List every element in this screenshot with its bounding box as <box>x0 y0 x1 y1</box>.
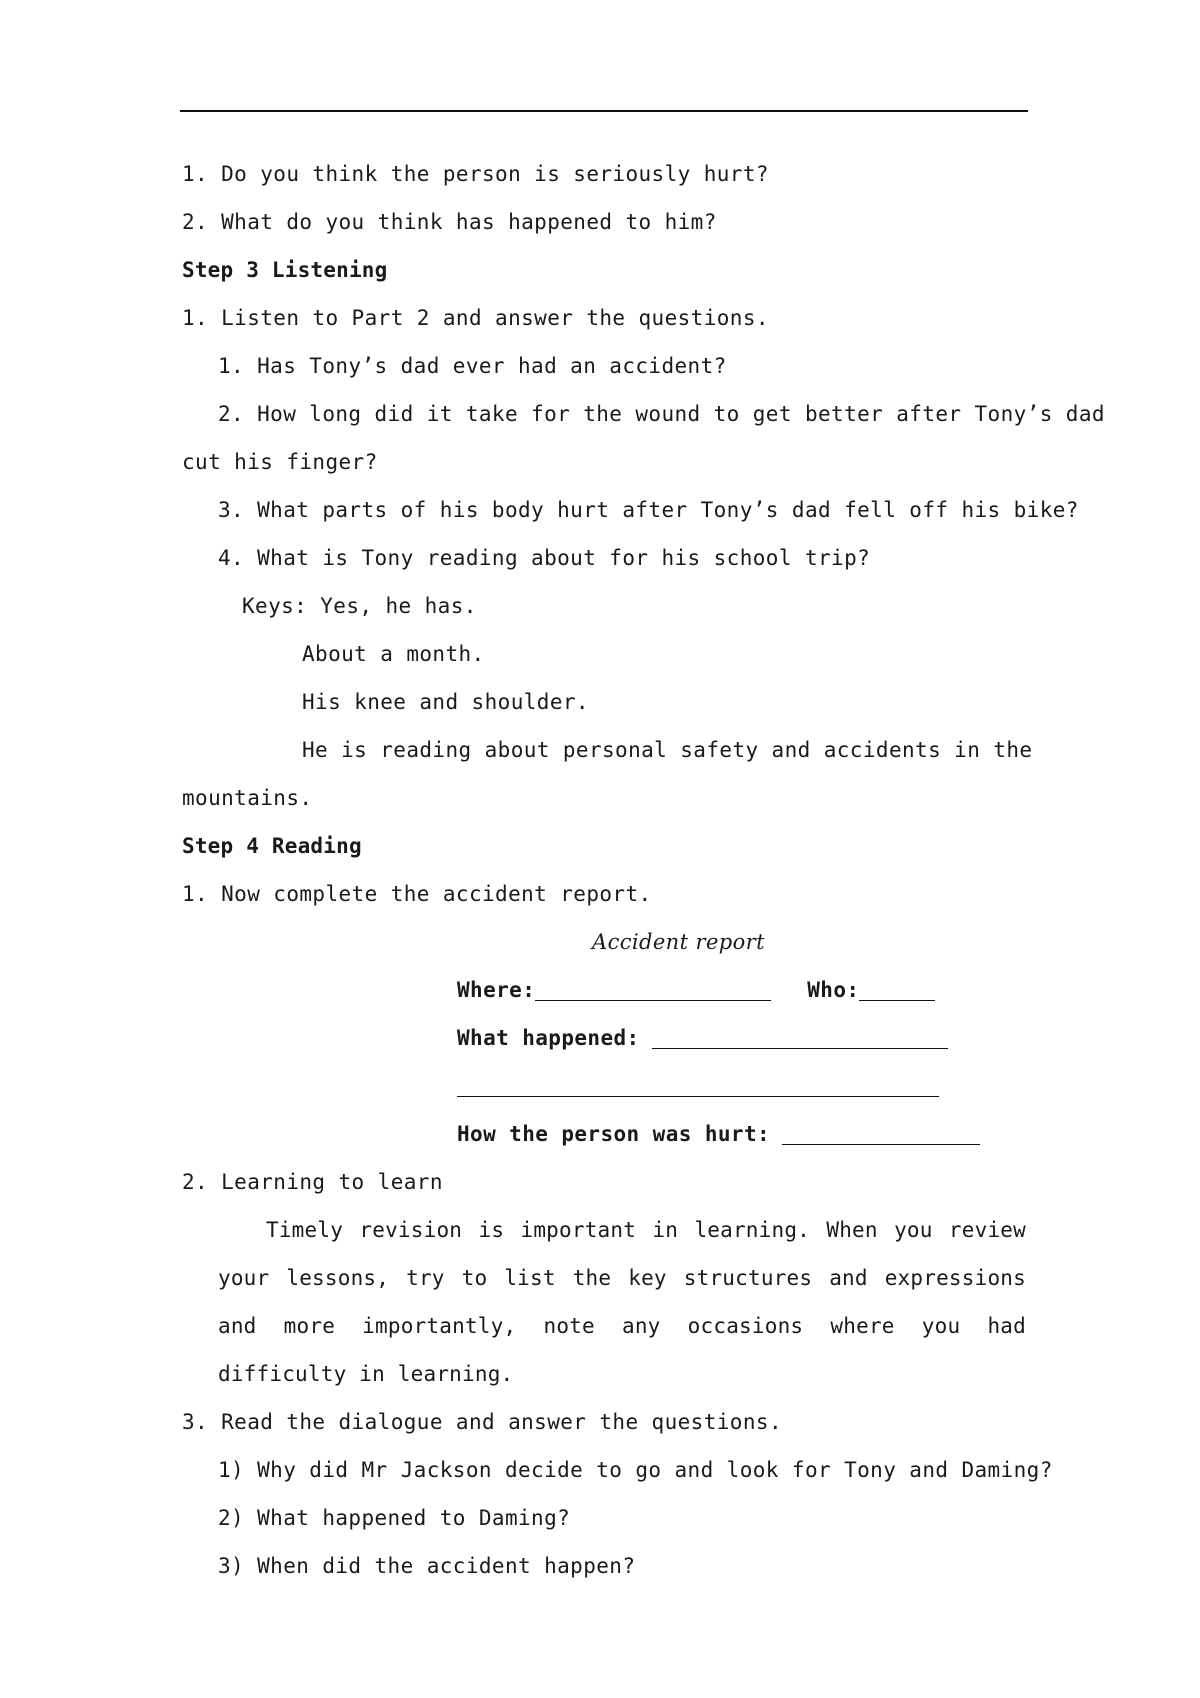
step3-question-1: 1. Has Tony’s dad ever had an accident? <box>218 354 727 378</box>
step3-heading: Step 3 Listening <box>182 258 388 282</box>
dialogue-question-2: 2) What happened to Daming? <box>218 1506 571 1530</box>
document-body <box>182 150 1105 1590</box>
dialogue-question-1: 1) Why did Mr Jackson decide to go and look for Tony and Daming? <box>218 1458 1053 1482</box>
report-what-row-2 <box>182 1062 1032 1110</box>
step3-task: 1. Listen to Part 2 and answer the questions. <box>182 306 769 330</box>
intro-question-1: 1. Do you think the person is seriously hurt? <box>182 162 769 186</box>
what-happened-blank[interactable] <box>652 1018 948 1049</box>
keys-answer-1: Keys: Yes, he has. <box>242 594 477 618</box>
step3-question-2-cont: cut his finger? <box>182 450 378 474</box>
accident-report-title: Accident report <box>592 930 765 954</box>
report-how-row <box>182 1110 1032 1158</box>
keys-answer-4: He is reading about personal safety and accidents in the <box>302 738 1033 762</box>
step3-question-3: 3. What parts of his body hurt after Tony’s dad fell off his bike? <box>218 498 1079 522</box>
where-label: Where: <box>457 978 536 1002</box>
learning-tip-paragraph: Timely revision is important in learning. When you review your lessons, try to list the key structures and expressions and more importantly, note any occasions where you had difficulty in learning. <box>218 1218 1026 1386</box>
what-happened-blank-2[interactable] <box>457 1066 939 1097</box>
who-blank[interactable] <box>859 970 935 1001</box>
where-blank[interactable] <box>535 970 771 1001</box>
keys-answer-4-cont: mountains. <box>182 786 313 810</box>
what-happened-label: What happened: <box>457 1026 640 1050</box>
intro-question-2: 2. What do you think has happened to him? <box>182 210 717 234</box>
step3-question-4: 4. What is Tony reading about for his school trip? <box>218 546 871 570</box>
how-hurt-label: How the person was hurt: <box>457 1122 771 1146</box>
header-rule <box>180 110 1028 112</box>
report-where-row <box>182 966 1032 1014</box>
step3-question-2: 2. How long did it take for the wound to get better after Tony’s dad <box>218 402 1105 426</box>
step4-task-2: 2. Learning to learn <box>182 1170 443 1194</box>
who-label: Who: <box>807 978 860 1002</box>
keys-answer-2: About a month. <box>302 642 485 666</box>
how-hurt-blank[interactable] <box>782 1114 980 1145</box>
dialogue-question-3: 3) When did the accident happen? <box>218 1554 636 1578</box>
step4-heading: Step 4 Reading <box>182 834 362 858</box>
keys-answer-3: His knee and shoulder. <box>302 690 589 714</box>
step4-task-3: 3. Read the dialogue and answer the questions. <box>182 1410 782 1434</box>
step4-task-1: 1. Now complete the accident report. <box>182 882 652 906</box>
report-what-row <box>182 1014 1032 1062</box>
